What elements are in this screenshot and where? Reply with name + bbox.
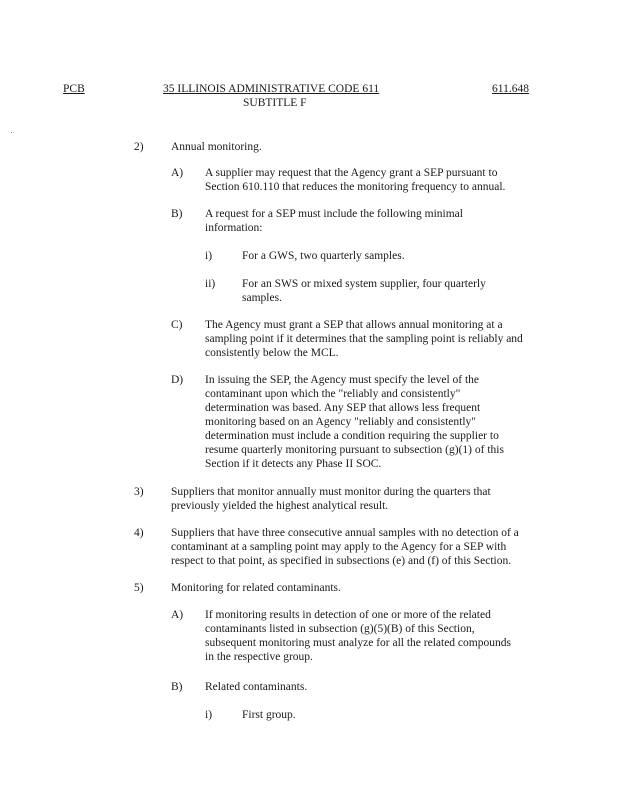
item-text: A supplier may request that the Agency grant a SEP pursuant to Section 610.110 that reduces the monitoring frequency to annual.	[205, 167, 506, 193]
scan-speck	[11, 132, 12, 133]
item-text: Suppliers that monitor annually must monitor during the quarters that previously yielded the highest analytical result.	[171, 486, 491, 512]
item-text: Monitoring for related contaminants.	[171, 582, 341, 594]
item-text: Annual monitoring.	[171, 141, 262, 153]
item-text: In issuing the SEP, the Agency must specify the level of the contaminant upon which the "reliably and consistently" determination was based. Any SEP that allows less frequent monitoring based on an Agency "reliably and consistently" determination must include a condition requiring the supplier to resume quarterly monitoring pursuant to subsection (g)(1) of this Section if it detects any Phase II SOC.	[205, 374, 504, 470]
item-number: 4)	[134, 527, 144, 539]
item-number: D)	[171, 374, 184, 386]
item-text: First group.	[242, 709, 296, 721]
item-text: A request for a SEP must include the following minimal information:	[205, 208, 463, 234]
header-subtitle: SUBTITLE F	[243, 97, 307, 109]
item-text: Suppliers that have three consecutive annual samples with no detection of a contaminant at a sampling point may apply to the Agency for a SEP with respect to that point, as specified in subsections (e) and (f) of this Section.	[171, 527, 519, 567]
item-text: The Agency must grant a SEP that allows annual monitoring at a sampling point if it determines that the sampling point is reliably and consistently below the MCL.	[205, 319, 523, 359]
item-text: If monitoring results in detection of one or more of the related contaminants listed in subsection (g)(5)(B) of this Section, subsequent monitoring must analyze for all the related compounds in the respective group.	[205, 609, 511, 663]
item-text: For a GWS, two quarterly samples.	[242, 250, 405, 262]
header-section-number: 611.648	[492, 83, 529, 95]
item-number: i)	[205, 709, 213, 721]
item-number: 5)	[134, 582, 144, 594]
item-number: ii)	[205, 278, 216, 290]
item-number: 3)	[134, 486, 144, 498]
item-number: i)	[205, 250, 213, 262]
header-agency: PCB	[63, 83, 85, 95]
item-number: A)	[171, 609, 184, 621]
item-number: 2)	[134, 141, 144, 153]
item-number: C)	[171, 319, 183, 331]
item-number: A)	[171, 167, 184, 179]
item-number: B)	[171, 208, 183, 220]
item-number: B)	[171, 681, 183, 693]
item-text: Related contaminants.	[205, 681, 308, 693]
item-text: For an SWS or mixed system supplier, four quarterly samples.	[242, 278, 486, 304]
header-code-title: 35 ILLINOIS ADMINISTRATIVE CODE 611	[163, 83, 380, 95]
